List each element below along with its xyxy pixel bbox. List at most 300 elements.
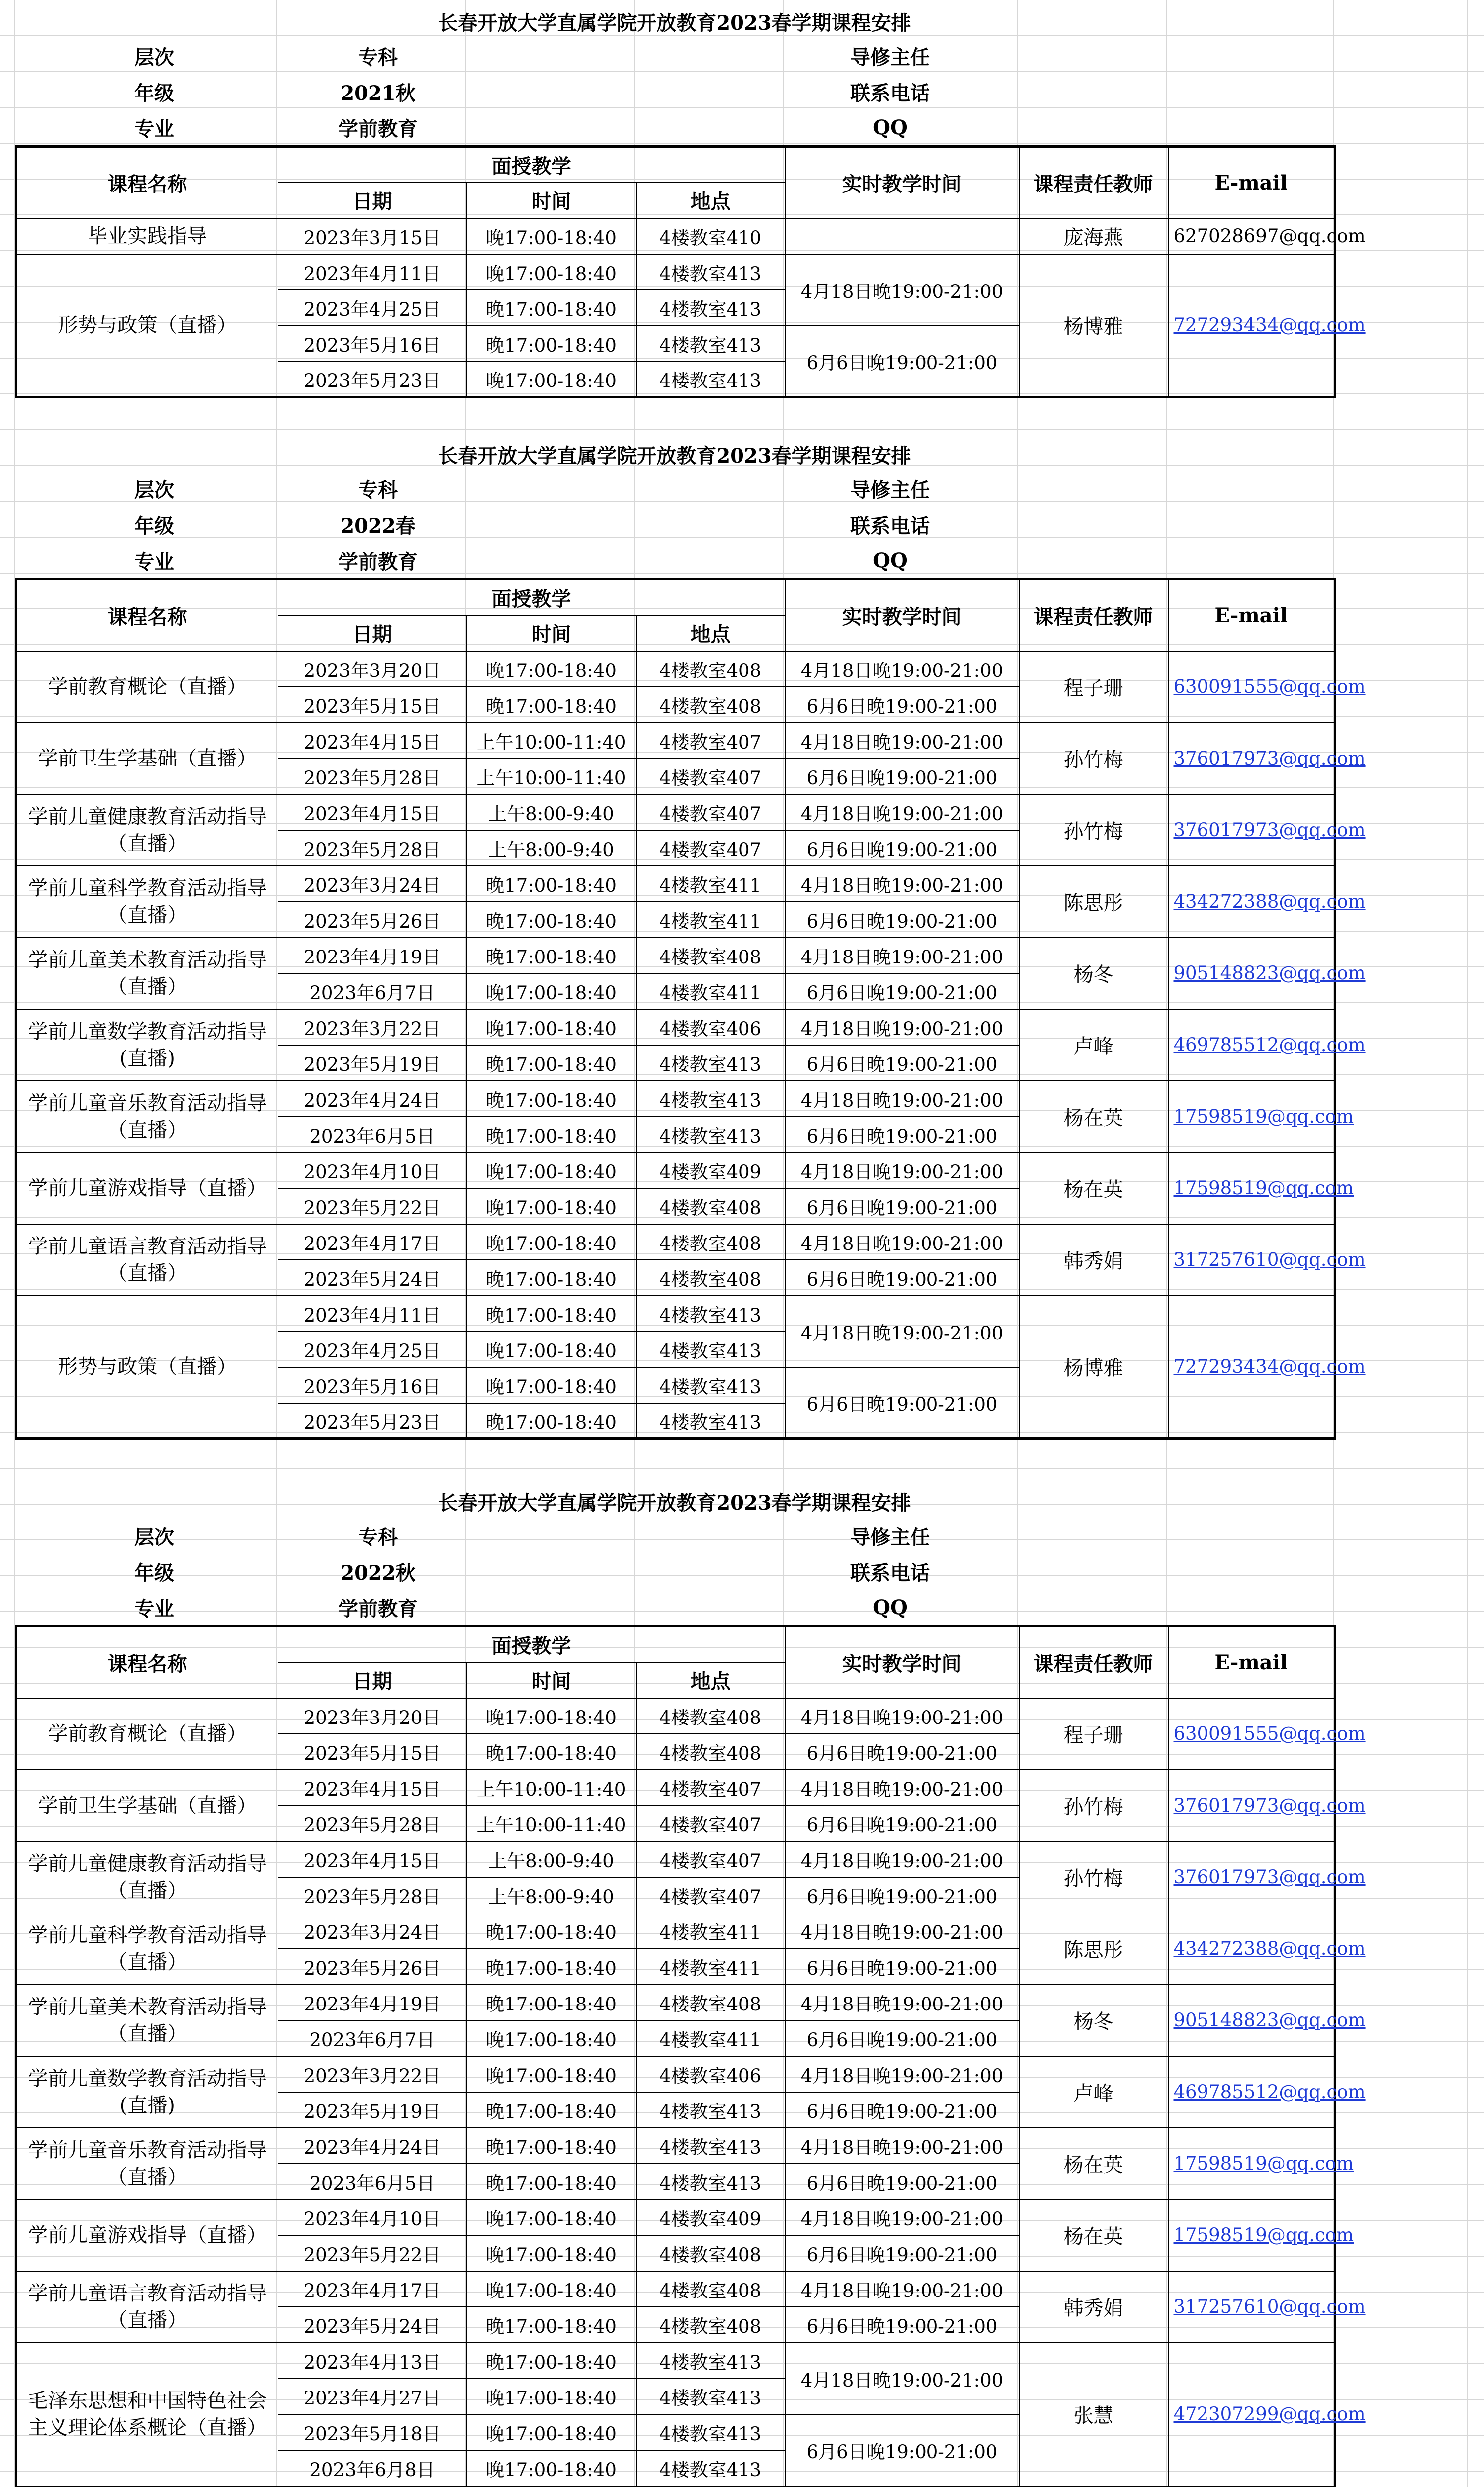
session-date: 2023年5月19日 [278,2092,467,2128]
live-time: 4月18日晚19:00-21:00 [785,2200,1019,2235]
qq-label: QQ [873,548,908,572]
session-date: 2023年3月24日 [278,866,467,902]
live-time: 6月6日晚19:00-21:00 [785,1367,1019,1439]
session-time: 晚17:00-18:40 [467,2020,636,2056]
session-date: 2023年5月26日 [278,902,467,938]
teacher-name: 卢峰 [1019,1009,1168,1081]
major-label: 专业 [134,1597,174,1621]
session-date: 2023年5月24日 [278,2307,467,2343]
table-row [16,2343,1335,2379]
session-place: 4楼教室407 [636,759,785,794]
session-time: 上午8:00-9:40 [467,794,636,830]
email-link[interactable]: 376017973@qq.com [1168,723,1335,794]
live-time: 4月18日晚19:00-21:00 [785,1913,1019,1949]
email-link[interactable]: 727293434@qq.com [1168,1296,1335,1439]
advisor-label: 导修主任 [850,45,930,69]
email-link: 627028697@qq.com [1168,218,1335,254]
live-time: 4月18日晚19:00-21:00 [785,1841,1019,1877]
schedule-table [15,1625,1366,2487]
email-header: E-mail [1168,579,1335,651]
live-time: 4月18日晚19:00-21:00 [785,1985,1019,2020]
session-date: 2023年4月15日 [278,794,467,830]
session-time: 晚17:00-18:40 [467,2235,636,2271]
table-row [16,1913,1335,1949]
session-time: 上午10:00-11:40 [467,759,636,794]
advisor-label: 导修主任 [850,1525,930,1549]
live-time: 6月6日晚19:00-21:00 [785,1045,1019,1081]
session-time: 晚17:00-18:40 [467,2056,636,2092]
session-date: 2023年4月27日 [278,2379,467,2414]
qq-label: QQ [873,115,908,139]
session-time: 晚17:00-18:40 [467,973,636,1009]
email-link[interactable]: 469785512@qq.com [1168,1009,1335,1081]
live-time: 6月6日晚19:00-21:00 [785,1877,1019,1913]
session-place: 4楼教室407 [636,1806,785,1841]
session-place: 4楼教室413 [636,1403,785,1439]
live-time: 6月6日晚19:00-21:00 [785,759,1019,794]
session-time: 上午10:00-11:40 [467,1806,636,1841]
table-row [16,254,1335,290]
live-time: 6月6日晚19:00-21:00 [785,830,1019,866]
advisor-label: 导修主任 [850,478,930,502]
session-date: 2023年5月22日 [278,2235,467,2271]
session-date: 2023年4月10日 [278,2200,467,2235]
session-place: 4楼教室413 [636,1332,785,1367]
session-place: 4楼教室407 [636,1770,785,1806]
session-date: 2023年5月15日 [278,687,467,723]
course-name: 学前儿童科学教育活动指导（直播） [16,866,278,938]
session-time: 晚17:00-18:40 [467,218,636,254]
live-time: 4月18日晚19:00-21:00 [785,1152,1019,1188]
face-teaching-header: 面授教学 [278,579,785,615]
teacher-header: 课程责任教师 [1019,579,1168,651]
level-label: 层次 [134,1525,174,1549]
session-date: 2023年6月7日 [278,973,467,1009]
course-name: 形势与政策（直播） [16,1296,278,1439]
session-place: 4楼教室407 [636,830,785,866]
session-place: 4楼教室408 [636,1734,785,1770]
table-row [16,2200,1335,2235]
session-time: 晚17:00-18:40 [467,1332,636,1367]
session-date: 2023年6月7日 [278,2020,467,2056]
course-name-header: 课程名称 [16,147,278,218]
session-time: 上午10:00-11:40 [467,1770,636,1806]
course-name: 学前儿童健康教育活动指导（直播） [16,794,278,866]
session-place: 4楼教室406 [636,2056,785,2092]
session-date: 2023年4月24日 [278,1081,467,1117]
level-value: 专科 [358,45,398,69]
email-link[interactable]: 905148823@qq.com [1168,938,1335,1009]
session-place: 4楼教室411 [636,973,785,1009]
meta-row [15,1589,1334,1625]
session-date: 2023年6月8日 [278,2450,467,2486]
session-date: 2023年5月23日 [278,362,467,397]
session-date: 2023年5月26日 [278,1949,467,1985]
session-place: 4楼教室413 [636,2414,785,2450]
live-time: 6月6日晚19:00-21:00 [785,2307,1019,2343]
grade-value: 2022春 [340,514,416,538]
course-name: 学前儿童数学教育活动指导(直播) [16,2056,278,2128]
session-place: 4楼教室413 [636,1045,785,1081]
session-date: 2023年4月15日 [278,1770,467,1806]
session-date: 2023年4月19日 [278,1985,467,2020]
table-row [16,1698,1335,1734]
email-link[interactable]: 17598519@qq.com [1168,1152,1335,1224]
email-link[interactable]: 17598519@qq.com [1168,1081,1335,1152]
live-time: 4月18日晚19:00-21:00 [785,794,1019,830]
time-header: 时间 [467,183,636,218]
session-date: 2023年6月5日 [278,1117,467,1152]
session-date: 2023年5月28日 [278,830,467,866]
table-row [16,2056,1335,2092]
session-time: 晚17:00-18:40 [467,1009,636,1045]
email-link[interactable]: 630091555@qq.com [1168,651,1335,723]
live-time: 4月18日晚19:00-21:00 [785,938,1019,973]
live-time: 6月6日晚19:00-21:00 [785,2164,1019,2200]
session-date: 2023年5月28日 [278,1877,467,1913]
place-header: 地点 [636,1662,785,1698]
grade-label: 年级 [134,514,174,538]
live-time-cell [785,218,1019,254]
course-name: 学前儿童游戏指导（直播） [16,2200,278,2271]
session-date: 2023年6月5日 [278,2164,467,2200]
meta-row [15,109,1334,145]
session-place: 4楼教室408 [636,1985,785,2020]
table-row [16,1296,1335,1332]
teacher-name: 杨博雅 [1019,1296,1168,1439]
session-date: 2023年4月11日 [278,254,467,290]
session-time: 晚17:00-18:40 [467,687,636,723]
session-date: 2023年4月11日 [278,1296,467,1332]
email-link[interactable]: 434272388@qq.com [1168,866,1335,938]
email-link[interactable]: 376017973@qq.com [1168,1770,1335,1841]
session-date: 2023年4月10日 [278,1152,467,1188]
major-value: 学前教育 [338,1597,418,1621]
table-row [16,1841,1335,1877]
session-time: 晚17:00-18:40 [467,866,636,902]
session-place: 4楼教室407 [636,723,785,759]
table-row [16,1985,1335,2020]
session-date: 2023年3月15日 [278,218,467,254]
session-place: 4楼教室413 [636,2343,785,2379]
live-time: 6月6日晚19:00-21:00 [785,2092,1019,2128]
header-row [16,1626,1335,1662]
session-date: 2023年3月20日 [278,651,467,687]
major-label: 专业 [134,117,174,141]
session-place: 4楼教室408 [636,1188,785,1224]
session-date: 2023年5月18日 [278,2414,467,2450]
session-time: 晚17:00-18:40 [467,2128,636,2164]
email-link[interactable]: 727293434@qq.com [1168,254,1335,397]
course-name: 形势与政策（直播） [16,254,278,397]
live-time: 6月6日晚19:00-21:00 [785,902,1019,938]
meta-row [15,1553,1334,1589]
session-place: 4楼教室413 [636,362,785,397]
session-time: 晚17:00-18:40 [467,2307,636,2343]
grade-label: 年级 [134,81,174,105]
session-place: 4楼教室413 [636,2450,785,2486]
live-time: 4月18日晚19:00-21:00 [785,1009,1019,1045]
course-name: 学前儿童数学教育活动指导(直播) [16,1009,278,1081]
session-date: 2023年3月22日 [278,2056,467,2092]
table-row [16,866,1335,902]
email-link[interactable]: 376017973@qq.com [1168,1841,1335,1913]
major-label: 专业 [134,550,174,574]
session-place: 4楼教室411 [636,902,785,938]
session-place: 4楼教室408 [636,687,785,723]
teacher-name: 卢峰 [1019,2056,1168,2128]
email-link[interactable]: 376017973@qq.com [1168,794,1335,866]
header-row [16,147,1335,183]
session-date: 2023年4月13日 [278,2343,467,2379]
live-time: 4月18日晚19:00-21:00 [785,1296,1019,1367]
level-value: 专科 [358,478,398,502]
session-date: 2023年5月16日 [278,1367,467,1403]
session-place: 4楼教室413 [636,326,785,362]
table-row [16,651,1335,687]
session-date: 2023年4月17日 [278,1224,467,1260]
header-row [16,579,1335,615]
table-row [16,2271,1335,2307]
email-link[interactable]: 17598519@qq.com [1168,2128,1335,2200]
block-meta [15,38,1334,145]
email-link[interactable]: 905148823@qq.com [1168,1985,1335,2056]
table-row [16,2128,1335,2164]
place-header: 地点 [636,615,785,651]
session-time: 晚17:00-18:40 [467,1260,636,1296]
session-date: 2023年4月15日 [278,1841,467,1877]
meta-row [15,542,1334,578]
session-date: 2023年5月15日 [278,1734,467,1770]
session-place: 4楼教室411 [636,1913,785,1949]
session-date: 2023年4月19日 [278,938,467,973]
teacher-name: 杨冬 [1019,938,1168,1009]
session-place: 4楼教室413 [636,1296,785,1332]
session-time: 晚17:00-18:40 [467,1045,636,1081]
live-time: 4月18日晚19:00-21:00 [785,1224,1019,1260]
session-time: 晚17:00-18:40 [467,2379,636,2414]
session-time: 晚17:00-18:40 [467,1224,636,1260]
schedule-block [15,438,1366,1433]
face-teaching-header: 面授教学 [278,1626,785,1662]
live-time: 4月18日晚19:00-21:00 [785,1081,1019,1117]
session-time: 晚17:00-18:40 [467,1152,636,1188]
session-place: 4楼教室409 [636,1152,785,1188]
time-header: 时间 [467,615,636,651]
table-row [16,723,1335,759]
block-title: 长春开放大学直属学院开放教育2023春学期课程安排 [438,444,911,468]
session-place: 4楼教室408 [636,1224,785,1260]
session-date: 2023年4月15日 [278,723,467,759]
teacher-name: 孙竹梅 [1019,1770,1168,1841]
session-date: 2023年5月22日 [278,1188,467,1224]
live-time: 6月6日晚19:00-21:00 [785,1188,1019,1224]
session-time: 晚17:00-18:40 [467,902,636,938]
email-link[interactable]: 469785512@qq.com [1168,2056,1335,2128]
session-time: 上午8:00-9:40 [467,1841,636,1877]
live-time: 6月6日晚19:00-21:00 [785,1949,1019,1985]
session-time: 晚17:00-18:40 [467,938,636,973]
session-time: 晚17:00-18:40 [467,254,636,290]
teacher-name: 韩秀娟 [1019,1224,1168,1296]
session-time: 晚17:00-18:40 [467,1081,636,1117]
schedule-block [15,5,1366,391]
teacher-name: 杨冬 [1019,1985,1168,2056]
teacher-header: 课程责任教师 [1019,1626,1168,1698]
meta-row [15,1518,1334,1553]
email-link[interactable]: 17598519@qq.com [1168,2200,1335,2271]
live-time: 6月6日晚19:00-21:00 [785,2020,1019,2056]
table-row [16,794,1335,830]
live-time: 4月18日晚19:00-21:00 [785,1698,1019,1734]
session-place: 4楼教室408 [636,651,785,687]
email-link[interactable]: 317257610@qq.com [1168,2271,1335,2343]
live-time: 4月18日晚19:00-21:00 [785,2128,1019,2164]
session-time: 晚17:00-18:40 [467,1117,636,1152]
session-time: 晚17:00-18:40 [467,1949,636,1985]
table-row [16,1081,1335,1117]
session-time: 上午8:00-9:40 [467,830,636,866]
face-teaching-header: 面授教学 [278,147,785,183]
course-name: 学前教育概论（直播） [16,1698,278,1770]
phone-label: 联系电话 [850,1561,930,1585]
session-time: 晚17:00-18:40 [467,1734,636,1770]
email-link[interactable]: 434272388@qq.com [1168,1913,1335,1985]
grade-label: 年级 [134,1561,174,1585]
session-date: 2023年4月24日 [278,2128,467,2164]
meta-row [15,471,1334,506]
session-time: 上午10:00-11:40 [467,723,636,759]
session-place: 4楼教室411 [636,1949,785,1985]
session-date: 2023年5月19日 [278,1045,467,1081]
course-name: 学前儿童游戏指导（直播） [16,1152,278,1224]
block-meta [15,471,1334,578]
live-time-header: 实时教学时间 [785,1626,1019,1698]
time-header: 时间 [467,1662,636,1698]
session-time: 晚17:00-18:40 [467,1403,636,1439]
course-name: 毛泽东思想和中国特色社会主义理论体系概论（直播） [16,2343,278,2486]
session-date: 2023年4月17日 [278,2271,467,2307]
live-time: 4月18日晚19:00-21:00 [785,2271,1019,2307]
teacher-name: 陈思彤 [1019,866,1168,938]
email-link[interactable]: 317257610@qq.com [1168,1224,1335,1296]
qq-label: QQ [873,1595,908,1619]
teacher-name: 陈思彤 [1019,1913,1168,1985]
session-place: 4楼教室407 [636,794,785,830]
teacher-name: 杨在英 [1019,1081,1168,1152]
session-date: 2023年3月20日 [278,1698,467,1734]
teacher-name: 孙竹梅 [1019,794,1168,866]
session-date: 2023年4月25日 [278,1332,467,1367]
block-title: 长春开放大学直属学院开放教育2023春学期课程安排 [438,11,911,35]
date-header: 日期 [278,615,467,651]
live-time: 6月6日晚19:00-21:00 [785,687,1019,723]
session-place: 4楼教室411 [636,2020,785,2056]
session-place: 4楼教室408 [636,2271,785,2307]
block-title: 长春开放大学直属学院开放教育2023春学期课程安排 [438,1491,911,1515]
course-name: 学前儿童音乐教育活动指导（直播） [16,1081,278,1152]
live-time: 6月6日晚19:00-21:00 [785,1806,1019,1841]
table-row [16,1224,1335,1260]
live-time-header: 实时教学时间 [785,147,1019,218]
live-time: 6月6日晚19:00-21:00 [785,973,1019,1009]
session-time: 晚17:00-18:40 [467,1367,636,1403]
session-place: 4楼教室413 [636,1367,785,1403]
session-place: 4楼教室407 [636,1877,785,1913]
live-time-header: 实时教学时间 [785,579,1019,651]
session-time: 晚17:00-18:40 [467,2164,636,2200]
teacher-name: 程子珊 [1019,1698,1168,1770]
course-name: 学前儿童音乐教育活动指导（直播） [16,2128,278,2200]
schedule-block [15,1485,1366,2481]
live-time: 4月18日晚19:00-21:00 [785,651,1019,687]
email-header: E-mail [1168,147,1335,218]
session-place: 4楼教室413 [636,2379,785,2414]
live-time: 4月18日晚19:00-21:00 [785,723,1019,759]
session-time: 晚17:00-18:40 [467,326,636,362]
live-time: 6月6日晚19:00-21:00 [785,2235,1019,2271]
email-link[interactable]: 472307299@qq.com [1168,2343,1335,2486]
session-date: 2023年5月23日 [278,1403,467,1439]
meta-row [15,74,1334,109]
course-name: 学前教育概论（直播） [16,651,278,723]
session-time: 晚17:00-18:40 [467,651,636,687]
live-time: 6月6日晚19:00-21:00 [785,1117,1019,1152]
teacher-name: 杨在英 [1019,1152,1168,1224]
session-place: 4楼教室408 [636,1260,785,1296]
schedule-table [15,145,1366,398]
live-time: 4月18日晚19:00-21:00 [785,2343,1019,2414]
session-place: 4楼教室408 [636,2307,785,2343]
session-time: 晚17:00-18:40 [467,2092,636,2128]
schedule-table [15,578,1366,1440]
live-time: 6月6日晚19:00-21:00 [785,1734,1019,1770]
table-row [16,1152,1335,1188]
course-name: 毕业实践指导 [16,218,278,254]
live-time: 4月18日晚19:00-21:00 [785,866,1019,902]
course-name: 学前儿童语言教育活动指导（直播） [16,1224,278,1296]
session-place: 4楼教室413 [636,1081,785,1117]
place-header: 地点 [636,183,785,218]
table-row [16,938,1335,973]
session-time: 晚17:00-18:40 [467,2271,636,2307]
level-label: 层次 [134,45,174,69]
course-name: 学前卫生学基础（直播） [16,723,278,794]
email-link[interactable]: 630091555@qq.com [1168,1698,1335,1770]
session-place: 4楼教室411 [636,866,785,902]
level-label: 层次 [134,478,174,502]
session-date: 2023年3月24日 [278,1913,467,1949]
session-place: 4楼教室406 [636,1009,785,1045]
session-time: 晚17:00-18:40 [467,1296,636,1332]
session-date: 2023年4月25日 [278,290,467,326]
teacher-name: 程子珊 [1019,651,1168,723]
session-place: 4楼教室413 [636,254,785,290]
session-date: 2023年5月24日 [278,1260,467,1296]
major-value: 学前教育 [338,117,418,141]
course-name: 学前儿童美术教育活动指导（直播） [16,938,278,1009]
date-header: 日期 [278,183,467,218]
course-name: 学前儿童语言教育活动指导（直播） [16,2271,278,2343]
session-time: 晚17:00-18:40 [467,1985,636,2020]
session-time: 晚17:00-18:40 [467,2414,636,2450]
session-date: 2023年3月22日 [278,1009,467,1045]
session-place: 4楼教室408 [636,938,785,973]
course-name: 学前儿童美术教育活动指导（直播） [16,1985,278,2056]
session-time: 晚17:00-18:40 [467,1698,636,1734]
teacher-name: 孙竹梅 [1019,1841,1168,1913]
session-date: 2023年5月28日 [278,1806,467,1841]
